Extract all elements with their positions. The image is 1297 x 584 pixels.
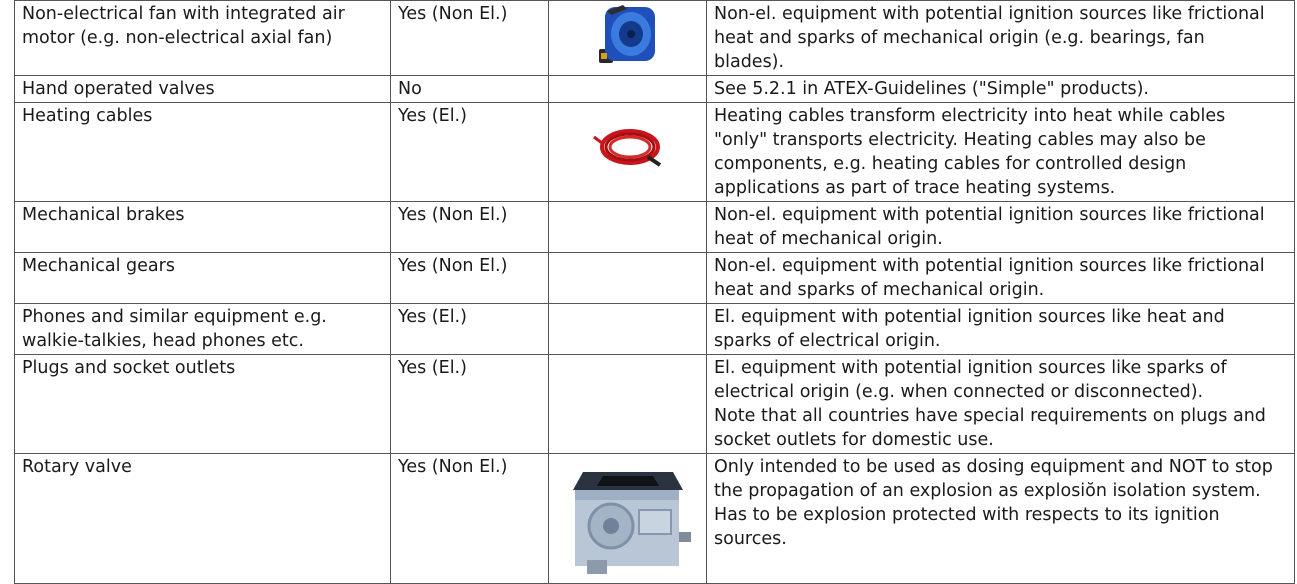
table-row <box>15 454 1295 584</box>
equipment-cell <box>15 454 391 584</box>
comment-line: Non-el. equipment with potential ignition sources like frictional <box>714 205 1265 225</box>
table-row <box>15 103 1295 202</box>
atex-cell: No <box>391 76 549 103</box>
comment-line: Non-el. equipment with potential ignition sources like frictional <box>714 256 1265 276</box>
comment-cell <box>707 454 1295 584</box>
equipment-line: Plugs and socket outlets <box>22 358 236 378</box>
equipment-line: Non-electrical fan with integrated air <box>22 4 345 24</box>
image-cell <box>549 103 707 202</box>
comment-line: the propagation of an explosion as explosiŏn isolation system. <box>714 481 1261 501</box>
atex-cell: Yes (El.) <box>391 355 549 454</box>
equipment-line: Rotary valve <box>22 457 132 477</box>
comment-line: El. equipment with potential ignition sources like sparks of <box>714 358 1227 378</box>
image-cell <box>549 355 707 454</box>
equipment-cell <box>15 76 391 103</box>
table-row <box>15 202 1295 253</box>
table-row <box>15 76 1295 103</box>
comment-line: See 5.2.1 in ATEX-Guidelines ("Simple" products). <box>714 79 1149 99</box>
equipment-cell <box>15 304 391 355</box>
comment-line: heat and sparks of mechanical origin (e.g. bearings, fan <box>714 28 1205 48</box>
comment-line: "only" transports electricity. Heating cables may also be <box>714 130 1206 150</box>
image-cell <box>549 76 707 103</box>
comment-line: heat and sparks of mechanical origin. <box>714 280 1045 300</box>
table-row <box>15 1 1295 76</box>
comment-line: blades). <box>714 52 785 72</box>
equipment-line: Phones and similar equipment e.g. <box>22 307 327 327</box>
equipment-line: motor (e.g. non-electrical axial fan) <box>22 28 333 48</box>
comment-line: heat of mechanical origin. <box>714 229 943 249</box>
comment-line: Non-el. equipment with potential ignition sources like frictional <box>714 4 1265 24</box>
equipment-line: Heating cables <box>22 106 153 126</box>
table-row <box>15 355 1295 454</box>
comment-line: socket outlets for domestic use. <box>714 430 994 450</box>
comment-cell <box>707 103 1295 202</box>
atex-cell: Yes (El.) <box>391 103 549 202</box>
comment-line: electrical origin (e.g. when connected or disconnected). <box>714 382 1204 402</box>
comment-line: applications as part of trace heating systems. <box>714 178 1116 198</box>
comment-cell <box>707 1 1295 76</box>
comment-line: components, e.g. heating cables for controlled design <box>714 154 1187 174</box>
atex-cell: Yes (Non El.) <box>391 1 549 76</box>
comment-cell <box>707 355 1295 454</box>
atex-cell: Yes (El.) <box>391 304 549 355</box>
comment-line: Heating cables transform electricity into heat while cables <box>714 106 1226 126</box>
equipment-cell <box>15 103 391 202</box>
image-cell <box>549 253 707 304</box>
red-heating-cable-image <box>588 117 668 177</box>
comment-line: El. equipment with potential ignition sources like heat and <box>714 307 1225 327</box>
equipment-cell <box>15 253 391 304</box>
atex-cell: Yes (Non El.) <box>391 202 549 253</box>
table-row <box>15 304 1295 355</box>
image-cell <box>549 202 707 253</box>
image-cell <box>549 454 707 584</box>
atex-cell: Yes (Non El.) <box>391 454 549 584</box>
equipment-line: Mechanical brakes <box>22 205 185 225</box>
equipment-cell <box>15 355 391 454</box>
equipment-table <box>14 0 1295 584</box>
equipment-cell <box>15 1 391 76</box>
atex-cell: Yes (Non El.) <box>391 253 549 304</box>
equipment-line: Mechanical gears <box>22 256 175 276</box>
equipment-line: walkie-talkies, head phones etc. <box>22 331 304 351</box>
comment-cell <box>707 304 1295 355</box>
comment-cell <box>707 253 1295 304</box>
comment-cell <box>707 76 1295 103</box>
comment-line: Note that all countries have special requirements on plugs and <box>714 406 1266 426</box>
table-row <box>15 253 1295 304</box>
comment-line: Has to be explosion protected with respects to its ignition <box>714 505 1220 525</box>
equipment-line: Hand operated valves <box>22 79 215 99</box>
rotary-valve-image <box>563 454 693 578</box>
comment-cell <box>707 202 1295 253</box>
equipment-cell <box>15 202 391 253</box>
blue-axial-fan-image <box>593 1 663 69</box>
comment-line: sources. <box>714 529 787 549</box>
comment-line: sparks of electrical origin. <box>714 331 941 351</box>
image-cell <box>549 304 707 355</box>
comment-line: Only intended to be used as dosing equipment and NOT to stop <box>714 457 1273 477</box>
image-cell <box>549 1 707 76</box>
